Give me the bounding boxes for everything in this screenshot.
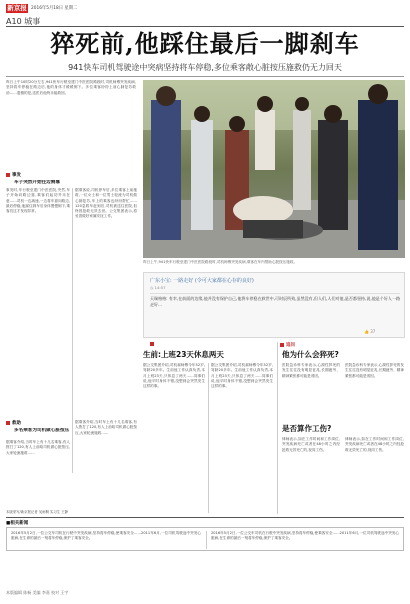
related-news-1: 2016年5月2日,一位公交车司机在行驶中突发疾病,坚持将车停稳,使乘客安全……2011年6月,一位司机驾驶途中突发心脏病,在生命的最后一刻将车停稳,保护了乘客安全。 [11, 531, 201, 541]
header-rule [6, 26, 404, 27]
rescue-body-continued: 据乘客介绍,当时车上有十几名乘客,有人拨打了120,有人上前给司机做心脏按压,大家轮流施救…… [75, 420, 137, 435]
incident-subhead: 车子突然开始往边侧靠 [14, 180, 60, 185]
story3-headline-2: 是否算作工伤? [282, 424, 332, 433]
tag-marker-icon [150, 342, 154, 346]
story2-body: 据公交集团介绍,司机郝师傅今年52岁,驾龄20多年。生前他工作认真负责,本月上班23天,只休息了两天……同事们说,他平时身体不错,没想到会突然发生这样的事。 [143, 363, 205, 389]
bottom-rule [6, 517, 404, 518]
weibo-comment-1: 广东小宝: 一路走好 (令可大家都在心存的良好) [150, 278, 254, 284]
story2-headline: 生前:上班23天休息两天 [143, 350, 224, 359]
sub-rule [6, 76, 404, 77]
story2-body-continued: 据公交集团介绍,司机郝师傅今年52岁,驾龄20多年。生前他工作认真负责,本月上班23天,只休息了两天……同事们说,他平时身体不错,没想到会突然发生这样的事。 [211, 363, 273, 389]
main-headline: 猝死前,他踩住最后一脚刹车 [50, 29, 360, 58]
photo-caption: 昨日上午,941快车行驶至建门中医医院路段时,司机师傅突发疾病,乘客在车内帮助心脏按压施救。 [143, 260, 298, 264]
clock-icon: ◷ [150, 285, 154, 290]
rescue-subhead: 多名乘客为司机做心脏按压 [14, 428, 70, 433]
weibo-comment-2: 天瑞格格: 有幸,在前面的边缘,他并没有保护自己,他将车停稳在救世中,可时辰所致,虽然没有,但人们,人们对他,是否都坚持,说,他是个好人一路走好… [150, 296, 400, 307]
weibo-divider [150, 293, 400, 294]
tag-marker-icon [6, 421, 10, 425]
sub-headline: 941快车司机驾驶途中突病坚持将车停稳,多位乘客敞心脏按压施救仍无力回天 [68, 63, 342, 72]
story3-body: 医院急诊科专家表示,心源性猝死的发生往往没有明显征兆,长期疲劳、精神紧张都可能是诱因。 [282, 363, 340, 378]
related-news-2: 2016年5月2日,一位公交车司机在行驶中突发疾病,坚持将车停稳,使乘客安全……2011年6月,一位司机驾驶途中突发心脏病,在生命的最后一刻将车停稳,保护了乘客安全。 [211, 531, 399, 541]
page-footer: 本版编辑 陈畅 美编 李嘉 校对 王宇 [6, 590, 69, 595]
story3-headline: 他为什么会猝死? [282, 350, 339, 359]
related-news-tag: ■相关新闻 [6, 521, 29, 526]
weibo-comment-box [143, 272, 405, 338]
like-count: 👍 37 [364, 329, 376, 334]
section-tag-followup: 追问 [280, 342, 295, 348]
section-label: A10 城事 [6, 17, 41, 26]
section-tag-reporter [150, 342, 156, 348]
news-photo [143, 80, 405, 258]
thumbs-up-icon: 👍 [364, 329, 369, 334]
tag-marker-icon [280, 343, 284, 347]
column-divider [277, 342, 278, 514]
story3-body-continued: 医院急诊科专家表示,心源性猝死的发生往往没有明显征兆,长期疲劳、精神紧张都可能是诱因。 [345, 363, 404, 378]
masthead-logo: 新京报 [7, 4, 27, 12]
incident-body: 事发时,车行驶至建门中医医院,突然,车子开始向路边靠,乘客们起初并未在意……司机一边减速,一边将车靠向路边,最后停稳,他踩住刹车后身体慢慢倒下,乘客们这才发现异常。 [6, 188, 70, 214]
column-divider [206, 531, 207, 549]
lead-paragraph: 昨日上午10时20分左右,941快车行驶至建门中医医院路段时,司机师傅突发疾病,坚持将车停稳在路边后,他的身体才缓缓倒下。多位乘客纷纷上前心肺复苏救治……遗憾的是,送医后他终未能救回。 [6, 80, 136, 95]
story3-body-2: 律师表示,如在工作时间和工作岗位,突发疾病死亡或者在48小时之内经抢救无效死亡的,视同工伤。 [282, 437, 340, 452]
story3-body-2-continued: 律师表示,如在工作时间和工作岗位,突发疾病死亡或者在48小时之内经抢救无效死亡的,视同工伤。 [345, 437, 404, 452]
related-news-box [6, 527, 404, 551]
byline: 本版采写/新京报记者 吴雨桐 实习生 王静 [6, 510, 69, 514]
rescue-scene-photo [143, 80, 405, 258]
dateline: 2016年5月18日 星期二 [31, 6, 78, 11]
column-divider [208, 363, 209, 513]
section-tag-incident: 事发 [6, 172, 21, 178]
rescue-body: 据乘客介绍,当时车上有十几名乘客,有人拨打了120,有人上前给司机做心脏按压,大家轮流施救…… [6, 440, 70, 455]
section-tag-rescue: 救助 [6, 420, 21, 426]
weibo-time: ◷ 14:57 [150, 285, 166, 290]
tag-marker-icon [6, 173, 10, 177]
incident-body-continued: 据乘客说,司机停车后,多位乘客上前施救,一位女士和一位男士轮流为司机做心肺复苏,车上的乘客也纷纷帮忙……120急救车赶到后,司机被送往医院,但终因抢救无效去世。公交集团表示,将妥善做好家属安抚工作。 [75, 188, 137, 219]
